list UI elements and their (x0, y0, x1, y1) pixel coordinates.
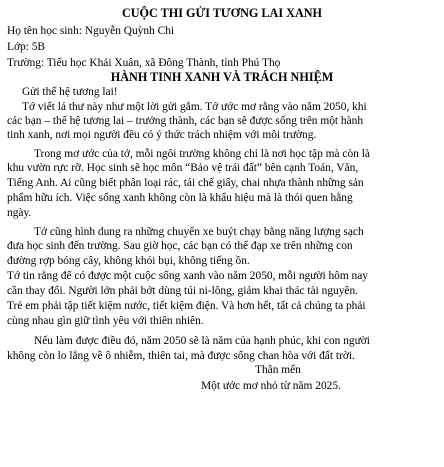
paragraph-line: đưa học sinh đến trường. Sau giờ học, các bạn có thể đạp xe trên những con (7, 240, 353, 252)
student-name: Họ tên học sinh: Nguyễn Quỳnh Chi (7, 25, 175, 37)
paragraph-line: ngày. (7, 207, 32, 219)
paragraph-line: đường rợp bóng cây, không khói bụi, không tiếng ồn. (7, 255, 250, 267)
school-label: Trường: Tiểu học Khải Xuân, xã Đông Thành, tỉnh Phú Thọ (7, 57, 281, 69)
paragraph-line: khu vườn rực rỡ. Học sinh sẽ học môn “Bảo vệ trái đất” bên cạnh Toán, Văn, (7, 162, 359, 174)
paragraph-line: Tớ tin rằng để có được một cuộc sống xanh vào năm 2050, mỗi người hôm nay (7, 270, 368, 282)
paragraph-line: tinh xanh, nơi mọi người đều có ý thức trách nhiệm với môi trường. (7, 129, 317, 141)
paragraph-line: phẩm hữu ích. Việc sống xanh không còn là khẩu hiệu mà là thói quen hằng (7, 192, 353, 204)
class-label: Lớp: 5B (7, 41, 45, 53)
paragraph-line: Nếu làm được điều đó, năm 2050 sẽ là năm của hạnh phúc, khi con người (34, 335, 370, 347)
paragraph-line: Trẻ em phải tập tiết kiệm nước, tiết kiệm điện. Và hơn hết, tất cả chúng ta phải (7, 300, 366, 312)
paragraph-line: cùng nhau gìn giữ tình yêu với thiên nhiên. (7, 315, 204, 327)
contest-title: CUỘC THI GỬI TƯƠNG LAI XANH (121, 6, 323, 20)
letter-title: HÀNH TINH XANH VÀ TRÁCH NHIỆM (110, 70, 334, 84)
closing: Thân mến (255, 364, 301, 376)
paragraph-line: Tớ cũng hình dung ra những chuyến xe buýt chạy bằng năng lượng sạch (34, 226, 364, 238)
paragraph-line: không còn lo lắng về ô nhiễm, thiên tai, mà được sống chan hòa với đất trời. (7, 350, 355, 362)
paragraph-line: Trong mơ ước của tớ, mỗi ngôi trường không chỉ là nơi học tập mà còn là (34, 148, 370, 160)
paragraph-line: các bạn – thế hệ tương lai – trưởng thành, các bạn sẽ được sống trên một hành (7, 115, 364, 127)
greeting: Gửi thế hệ tương lai! (22, 86, 118, 98)
signature: Một ước mơ nhỏ từ năm 2025. (201, 380, 341, 392)
paragraph-line: cần thay đổi. Người lớn phải bớt dùng túi ni-lông, giảm khai thác tài nguyên. (7, 285, 359, 297)
paragraph-line: Tớ viết lá thư này như một lời gửi gắm. Tớ ước mơ rằng vào năm 2050, khi (22, 101, 367, 113)
paragraph-line: Tiếng Anh. Ai cũng biết phân loại rác, tái chế giấy, chai nhựa thành những sản (7, 177, 364, 189)
